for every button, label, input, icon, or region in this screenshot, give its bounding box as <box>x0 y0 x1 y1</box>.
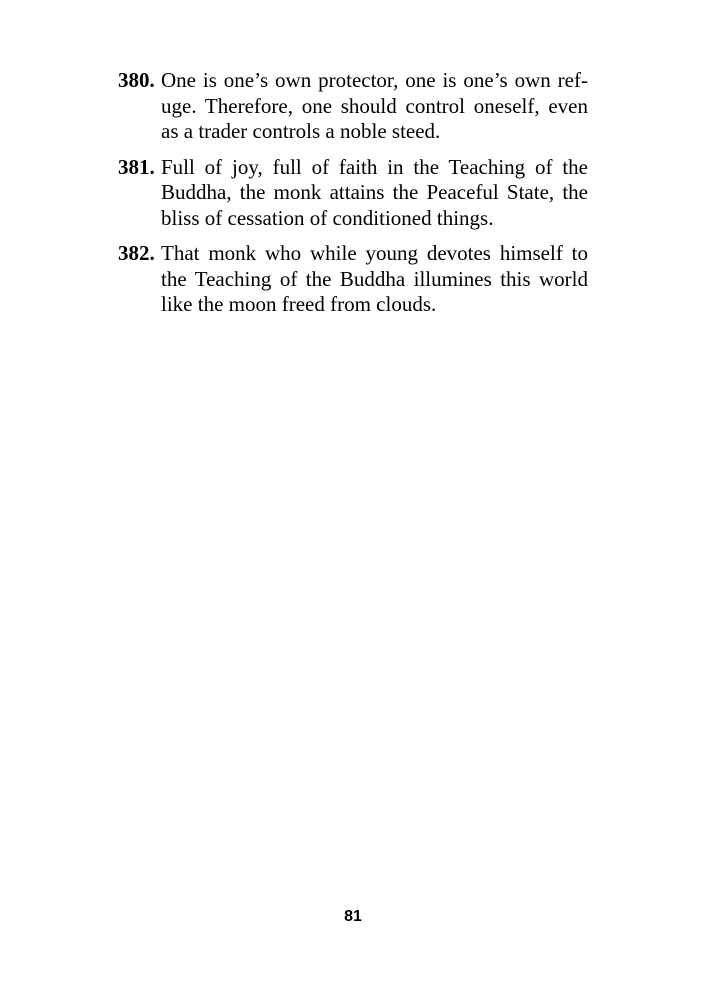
verse-line: the Teaching of the Buddha illumines this world <box>161 266 588 291</box>
verse-text <box>161 68 588 145</box>
verse-line: Full of joy, full of faith in the Teaching of the <box>161 154 588 179</box>
verse-line: bliss of cessation of conditioned things. <box>161 205 494 230</box>
verse-line: Buddha, the monk attains the Peaceful State, the <box>161 180 588 204</box>
verse-380 <box>118 68 588 145</box>
verse-line: uge. Therefore, one should control oneself, even <box>161 93 588 118</box>
verse-number: 380. <box>118 68 155 92</box>
verse-number: 381. <box>118 154 155 179</box>
verse-line: as a trader controls a noble steed. <box>161 119 441 143</box>
verse-number: 382. <box>118 241 155 265</box>
verse-text <box>161 155 588 232</box>
verse-line: That monk who while young devotes himself to <box>161 241 588 265</box>
page-number: 81 <box>344 908 362 925</box>
verse-line: like the moon freed from clouds. <box>161 292 437 316</box>
verse-381 <box>118 155 588 232</box>
verse-text <box>161 241 588 318</box>
verse-list <box>118 68 588 328</box>
verse-382 <box>118 241 588 318</box>
verse-line: One is one’s own protector, one is one’s own ref- <box>161 68 588 92</box>
